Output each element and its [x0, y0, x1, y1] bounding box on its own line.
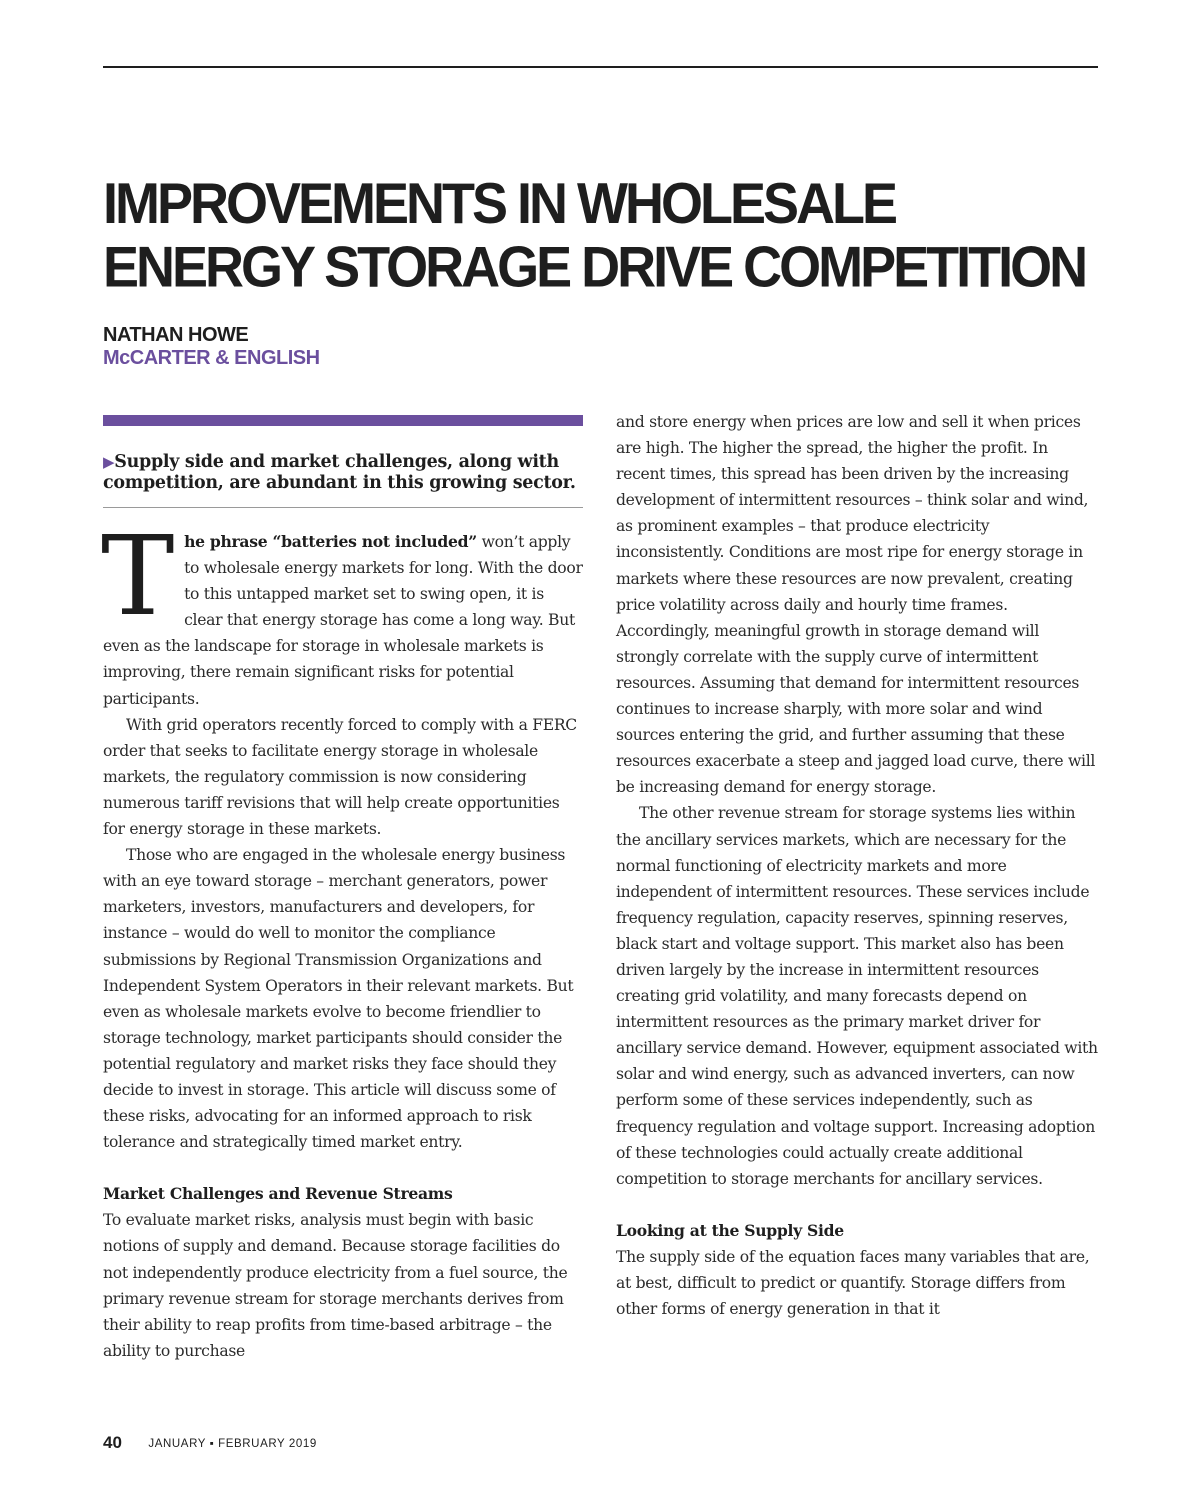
article-title — [103, 172, 1103, 299]
play-arrow-icon: ▶ — [103, 453, 115, 471]
title-line-2: ENERGY STORAGE DRIVE COMPETITION — [103, 235, 1086, 300]
page-number: 40 — [103, 1433, 122, 1452]
deck — [103, 452, 585, 494]
paragraph-5: and store energy when prices are low and sell it when prices are high. The higher the spread, the higher the profit. In recent times, this spread has been driven by the increasing development of intermittent resources – think solar and wind, as prominent examples – that produce electricity inconsistently. Conditions are most ripe for energy storage in markets where these resources are now prevalent, creating price volatility across daily and hourly time frames. Accordingly, meaningful growth in storage demand will strongly correlate with the supply curve of intermittent resources. Assuming that demand for intermittent resources continues to increase sharply, with more solar and wind sources entering the grid, and further assuming that these resources exacerbate a steep and jagged load curve, there will be increasing demand for energy storage. — [616, 413, 1096, 797]
title-line-1: IMPROVEMENTS IN WHOLESALE — [103, 172, 896, 236]
paragraph-6: The other revenue stream for storage systems lies within the ancillary services markets, which are necessary for the normal functioning of electricity markets and more independent of intermittent resources. These services include frequency regulation, capacity reserves, spinning reserves, black start and voltage support. This market also has been driven largely by the increase in intermittent resources creating grid volatility, and many forecasts depend on intermittent resources as the primary market driver for ancillary service demand. However, equipment associated with solar and wind energy, such as advanced inverters, can now perform some of these services independently, such as frequency regulation and voltage support. Increasing adoption of these technologies could actually create additional competition to storage merchants for ancillary services. — [616, 804, 1098, 1188]
top-rule — [103, 66, 1098, 68]
subhead-supply-side: Looking at the Supply Side — [616, 1220, 844, 1240]
page-footer — [103, 1433, 317, 1453]
lead-text: won’t apply to wholesale energy markets for long. With the door to this untapped market set to swing open, it is clear that energy storage has come a long way. But even as the landscape for storage in wholesale markets is improving, there remain significant risks for potential participants. — [103, 533, 583, 708]
author-firm: McCARTER & ENGLISH — [103, 347, 320, 369]
author-name: NATHAN HOWE — [103, 324, 249, 346]
right-column — [616, 409, 1098, 1322]
left-column — [103, 415, 585, 1364]
deck-divider — [103, 507, 583, 508]
right-body — [616, 409, 1098, 1322]
deck-text: Supply side and market challenges, along with competition, are abundant in this growing sector. — [103, 452, 576, 493]
issue-date: JANUARY ▪ FEBRUARY 2019 — [148, 1438, 317, 1450]
accent-bar — [103, 415, 583, 426]
left-body — [101, 512, 585, 1364]
lead-paragraph — [101, 512, 585, 712]
paragraph-4: To evaluate market risks, analysis must begin with basic notions of supply and demand. Because storage facilities do not independently produce electricity from a fuel source, the primary revenue stream for storage merchants derives from their ability to reap profits from time-based arbitrage – the ability to purchase — [103, 1211, 568, 1360]
drop-cap: T — [101, 512, 175, 640]
paragraph-2: With grid operators recently forced to comply with a FERC order that seeks to facilitate energy storage in wholesale markets, the regulatory commission is now considering numerous tariff revisions that will help create opportunities for energy storage in these markets. — [103, 715, 577, 839]
subhead-market-challenges: Market Challenges and Revenue Streams — [103, 1184, 453, 1204]
lead-bold-text: he phrase “batteries not included” — [184, 532, 477, 551]
paragraph-7: The supply side of the equation faces many variables that are, at best, difficult to predict or quantify. Storage differs from other forms of energy generation in that it — [616, 1247, 1090, 1319]
paragraph-3: Those who are engaged in the wholesale energy business with an eye toward storage – merchant generators, power marketers, investors, manufacturers and developers, for instance – would do well to monitor the compliance submissions by Regional Transmission Organizations and Independent System Operators in their relevant markets. But even as wholesale markets evolve to become friendlier to storage technology, market participants should consider the potential regulatory and market risks they face should they decide to invest in storage. This article will discuss some of these risks, advocating for an informed approach to risk tolerance and strategically timed market entry. — [103, 846, 574, 1152]
